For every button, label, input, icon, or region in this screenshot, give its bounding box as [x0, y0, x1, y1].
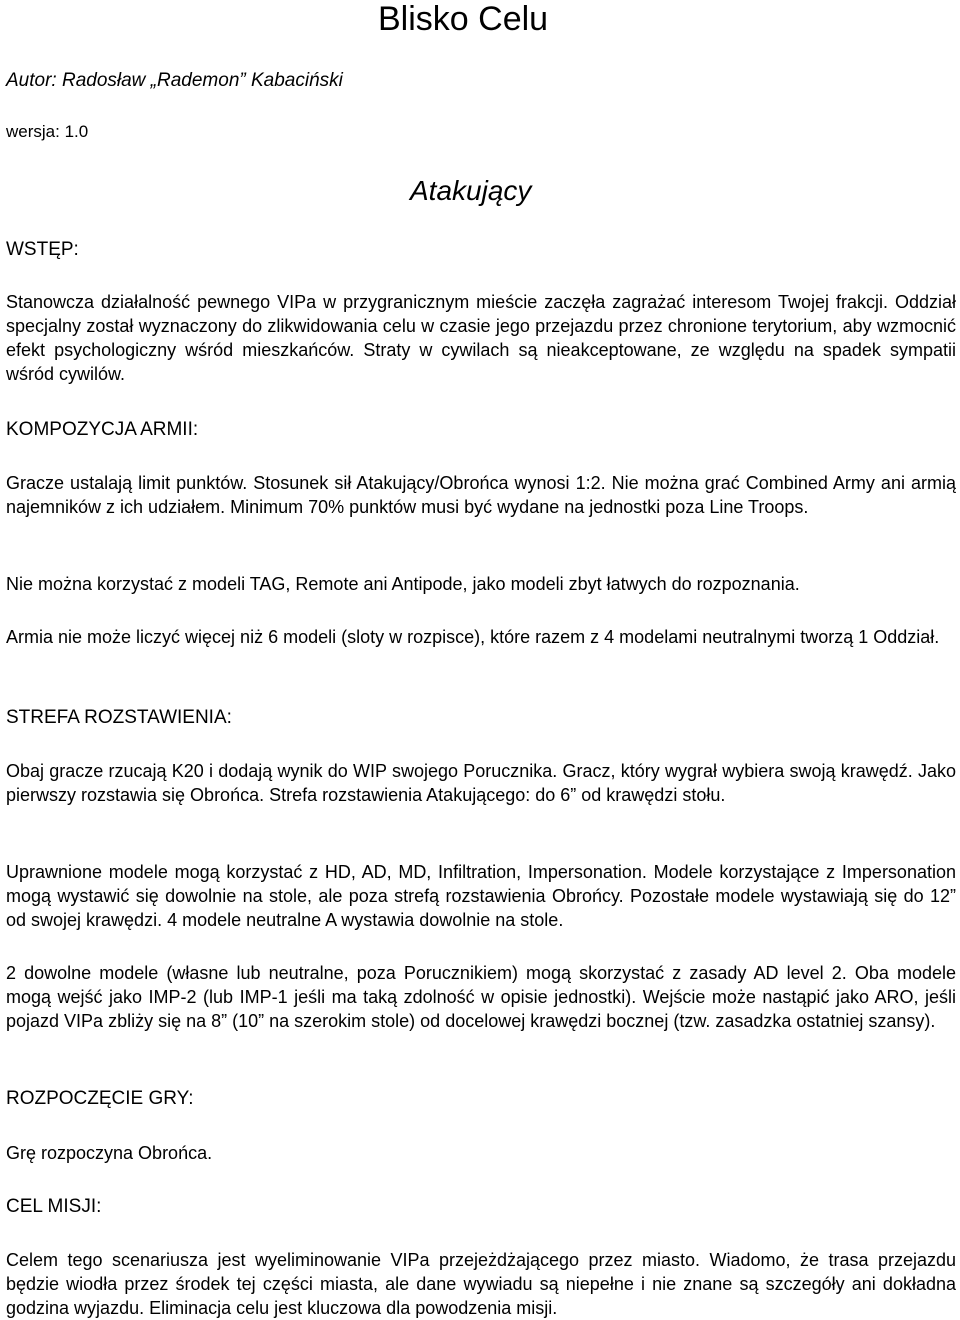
section-heading-start: ROZPOCZĘCIE GRY:	[6, 1088, 194, 1109]
document-title: Blisko Celu	[378, 0, 549, 38]
document-subtitle: Atakujący	[410, 175, 532, 206]
author-line: Autor: Radosław „Rademon” Kabaciński	[6, 70, 343, 91]
intro-paragraph: Stanowcza działalność pewnego VIPa w przygranicznym mieście zaczęła zagrażać interesom Twojej frakcji. Oddział specjalny został wyznaczony do zlikwidowania celu w czasie jego przejazdu przez chronione terytorium, aby wzmocnić efekt psychologiczny wśród mieszkańców. Straty w cywilach są nieakceptowane, ze względu na spadek sympatii wśród cywilów.	[6, 292, 956, 384]
army-paragraph-3: Armia nie może liczyć więcej niż 6 modeli (sloty w rozpisce), które razem z 4 modelami neutralnymi tworzą 1 Oddział.	[6, 627, 940, 647]
army-paragraph-1: Gracze ustalają limit punktów. Stosunek sił Atakujący/Obrońca wynosi 1:2. Nie można grać Combined Army ani armią najemników z ich udziałem. Minimum 70% punktów musi być wydane na jednostki poza Line Troops.	[6, 473, 956, 517]
army-paragraph-2: Nie można korzystać z modeli TAG, Remote ani Antipode, jako modeli zbyt łatwych do rozpoznania.	[6, 574, 800, 594]
section-heading-army: KOMPOZYCJA ARMII:	[6, 419, 199, 440]
deployment-paragraph-1: Obaj gracze rzucają K20 i dodają wynik do WIP swojego Porucznika. Gracz, który wygrał wybiera swoją krawędź. Jako pierwszy rozstawia się Obrońca. Strefa rozstawienia Atakującego: do 6” od krawędzi stołu.	[6, 761, 956, 805]
start-paragraph: Grę rozpoczyna Obrońca.	[6, 1143, 213, 1163]
section-heading-intro: WSTĘP:	[6, 239, 79, 260]
deployment-paragraph-2: Uprawnione modele mogą korzystać z HD, AD, MD, Infiltration, Impersonation. Modele korzystające z Impersonation mogą wystawić się dowolnie na stole, ale poza strefą rozstawienia Obrońcy. Pozostałe modele wystawiają się do 12” od swojej krawędzi. 4 modele neutralne A wystawia dowolnie na stole.	[6, 862, 956, 930]
deployment-paragraph-3: 2 dowolne modele (własne lub neutralne, poza Porucznikiem) mogą skorzystać z zasady AD level 2. Oba modele mogą wejść jako IMP-2 (lub IMP-1 jeśli ma taką zdolność w opisie jednostki). Wejście może nastąpić jako ARO, jeśli pojazd VIPa zbliży się na 8” (10” na szerokim stole) od docelowej krawędzi bocznej (tzw. zasadzka ostatniej szansy).	[6, 963, 956, 1031]
section-heading-objective: CEL MISJI:	[6, 1196, 102, 1217]
objective-paragraph: Celem tego scenariusza jest wyeliminowanie VIPa przejeżdżającego przez miasto. Wiadomo, że trasa przejazdu będzie wiodła przez środek tej części miasta, ale dane wywiadu są niepełne i nie znane są szczegóły ani dokładna godzina wyjazdu. Eliminacja celu jest kluczowa dla powodzenia misji.	[6, 1250, 956, 1318]
section-heading-deployment: STREFA ROZSTAWIENIA:	[6, 707, 232, 728]
version-line: wersja: 1.0	[6, 122, 89, 141]
